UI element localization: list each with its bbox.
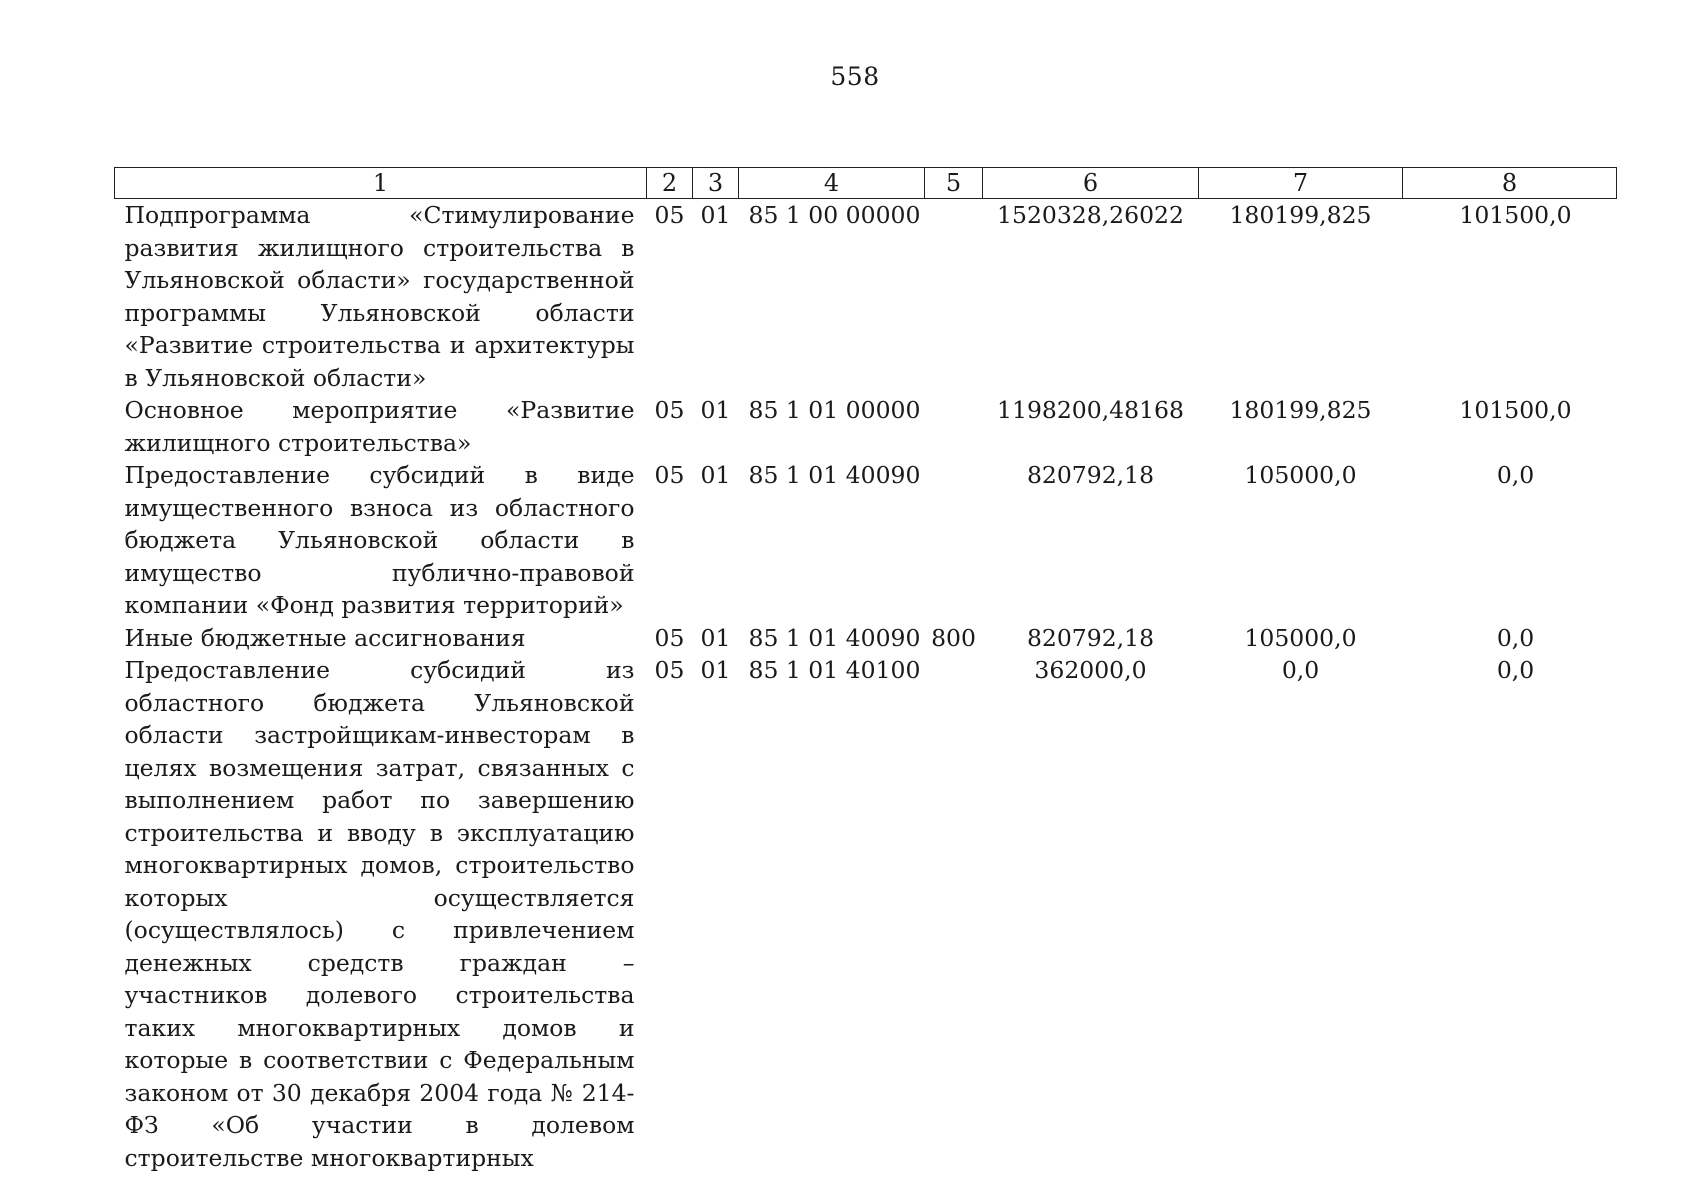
table-row xyxy=(115,199,1617,395)
table-row xyxy=(115,622,1617,655)
row-expense-type xyxy=(925,459,983,622)
row-amount-col6: 1520328,26022 xyxy=(997,201,1184,229)
row-section-code: 05 xyxy=(654,461,685,489)
row-expense-type xyxy=(925,199,983,395)
row-target-article: 85 1 00 00000 xyxy=(748,201,921,229)
row-amount-col7: 105000,0 xyxy=(1244,623,1357,652)
header-row xyxy=(115,168,1617,199)
row-amount-col7: 180199,825 xyxy=(1229,396,1372,424)
row-section-code: 05 xyxy=(654,201,685,229)
row-amount-col8: 101500,0 xyxy=(1459,201,1572,229)
column-header-2: 2 xyxy=(647,168,693,199)
row-name: Основное мероприятие «Развитие жилищного строительства» xyxy=(124,396,635,457)
column-header-7: 7 xyxy=(1199,168,1403,199)
row-amount-col7: 0,0 xyxy=(1281,656,1320,684)
row-target-article: 85 1 01 40090 xyxy=(748,461,921,489)
row-target-article: 85 1 01 40100 xyxy=(748,656,921,684)
table-body xyxy=(115,199,1617,1175)
table-row xyxy=(115,394,1617,459)
budget-table xyxy=(114,167,1617,1174)
column-header-6: 6 xyxy=(983,168,1199,199)
row-target-article: 85 1 01 40090 xyxy=(748,623,921,652)
row-amount-col8: 101500,0 xyxy=(1459,396,1572,424)
row-amount-col6: 362000,0 xyxy=(1034,656,1147,684)
row-target-article: 85 1 01 00000 xyxy=(748,396,921,424)
row-amount-col7: 105000,0 xyxy=(1244,461,1357,489)
row-expense-type xyxy=(925,654,983,1174)
row-amount-col6: 1198200,48168 xyxy=(997,396,1184,424)
row-subsection-code: 01 xyxy=(700,623,731,652)
table-header xyxy=(115,168,1617,199)
row-name: Иные бюджетные ассигнования xyxy=(124,623,526,652)
column-header-3: 3 xyxy=(693,168,739,199)
column-header-5: 5 xyxy=(925,168,983,199)
row-name: Предоставление субсидий из областного бюджета Ульяновской области застройщикам-инвесторам в целях возмещения затрат, связанных с выполнением работ по завершению строительства и вводу в эксплуатацию многоквартирных домов, строительство которых осуществляется (осуществлялось) с привлечением денежных средств граждан – участников долевого строительства таких многоквартирных домов и которые в соответствии с Федеральным законом от 30 декабря 2004 года № 214-ФЗ «Об участии в долевом строительстве многоквартирных xyxy=(124,656,635,1172)
row-subsection-code: 01 xyxy=(700,656,731,684)
row-expense-type xyxy=(925,394,983,459)
row-section-code: 05 xyxy=(654,656,685,684)
table-row xyxy=(115,654,1617,1174)
row-section-code: 05 xyxy=(654,623,685,652)
row-amount-col8: 0,0 xyxy=(1496,623,1535,652)
column-header-4: 4 xyxy=(739,168,925,199)
column-header-1: 1 xyxy=(115,168,647,199)
row-subsection-code: 01 xyxy=(700,461,731,489)
row-section-code: 05 xyxy=(654,396,685,424)
row-amount-col6: 820792,18 xyxy=(1026,461,1155,489)
column-header-8: 8 xyxy=(1403,168,1617,199)
table-row xyxy=(115,459,1617,622)
row-subsection-code: 01 xyxy=(700,201,731,229)
row-name: Подпрограмма «Стимулирование развития жилищного строительства в Ульяновской области» государственной программы Ульяновской области «Развитие строительства и архитектуры в Ульяновской области» xyxy=(124,201,635,392)
row-amount-col7: 180199,825 xyxy=(1229,201,1372,229)
row-amount-col8: 0,0 xyxy=(1496,461,1535,489)
page-number: 558 xyxy=(830,62,880,91)
row-amount-col8: 0,0 xyxy=(1496,656,1535,684)
row-name: Предоставление субсидий в виде имущественного взноса из областного бюджета Ульяновской области в имущество публично-правовой компании «Фонд развития территорий» xyxy=(124,461,635,619)
row-expense-type: 800 xyxy=(931,623,976,652)
row-subsection-code: 01 xyxy=(700,396,731,424)
row-amount-col6: 820792,18 xyxy=(1026,623,1155,652)
